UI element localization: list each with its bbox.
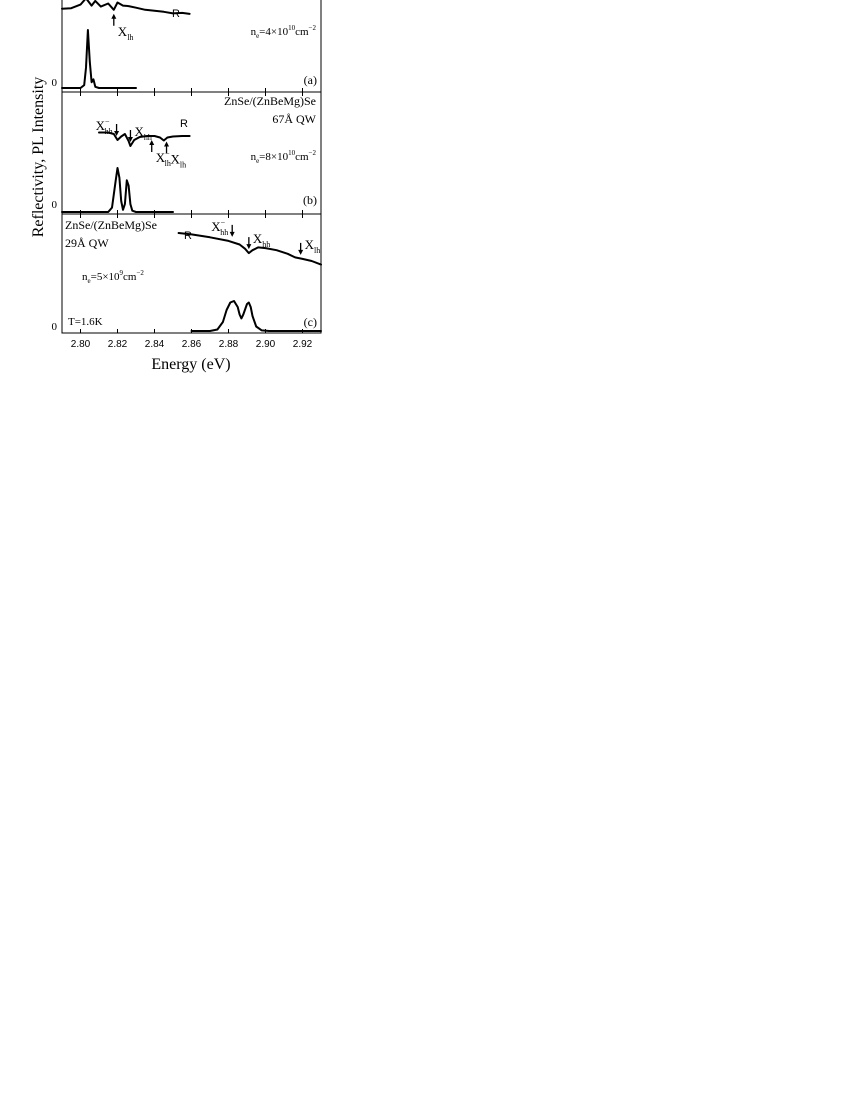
marker-label: X− hh <box>211 217 229 237</box>
x-tick-label: 2.82 <box>107 339 128 350</box>
temperature-label: T=1.6K <box>68 316 103 328</box>
x-tick-label: 2.84 <box>144 339 165 350</box>
x-axis <box>71 339 313 350</box>
transition-marker <box>211 218 234 237</box>
x-axis-title: Energy (eV) <box>151 356 231 373</box>
y-axis-title: Reflectivity, PL Intensity <box>30 76 47 238</box>
zero-label: 0 <box>51 321 57 333</box>
panel-frame <box>62 0 321 92</box>
marker-label: $X_{lh}$ <box>304 236 321 255</box>
marker-arrowhead <box>298 250 303 255</box>
transition-marker <box>111 14 133 42</box>
marker-arrowhead <box>246 244 251 249</box>
x-tick-label: 2.92 <box>292 339 313 350</box>
marker-label: $X_{lh}$ <box>170 151 187 170</box>
x-tick-label: 2.90 <box>255 339 276 350</box>
marker-arrowhead <box>164 142 169 147</box>
x-tick-label: 2.80 <box>70 339 91 350</box>
reflectivity-curve <box>179 233 321 265</box>
pl-curve <box>62 168 173 212</box>
marker-arrowhead <box>230 232 235 237</box>
panel-tag: (c) <box>303 315 317 329</box>
zero-label: 0 <box>51 77 57 89</box>
reflectivity-label: R <box>180 118 188 130</box>
marker-label: X− lh <box>155 149 171 168</box>
x-tick-label: 2.86 <box>181 339 202 350</box>
transition-marker <box>298 237 320 255</box>
pl-curve <box>192 301 322 331</box>
reflectivity-curve <box>62 0 190 14</box>
panels-layer <box>52 0 322 333</box>
marker-label: $X_{hh}$ <box>252 231 271 250</box>
transition-marker <box>128 124 152 142</box>
panel-c <box>52 214 322 333</box>
density-label: $n_e=5\times 10^9cm^{-2}$ <box>82 269 144 285</box>
marker-label: $X_{hh}$ <box>134 124 152 142</box>
well-label: 29Å QW <box>65 236 109 250</box>
marker-arrowhead <box>111 14 116 19</box>
marker-label: $X_{lh}$ <box>117 23 134 42</box>
density-label: $n_e=4\times 10^{10}cm^{-2}$ <box>250 24 316 40</box>
well-label: 67Å QW <box>272 112 316 126</box>
panel-tag: (b) <box>303 193 317 207</box>
marker-label: X− hh <box>95 117 113 136</box>
density-label: $n_e=8\times 10^{10}cm^{-2}$ <box>250 149 316 165</box>
panel-a <box>52 0 322 92</box>
panel-b <box>52 92 322 214</box>
reflectivity-label: R <box>172 8 180 20</box>
sample-label: ZnSe/(ZnBeMg)Se <box>65 218 157 232</box>
panel-tag: (a) <box>303 73 317 87</box>
zero-label: 0 <box>51 199 57 211</box>
reflectivity-label: R <box>184 230 192 242</box>
x-tick-label: 2.88 <box>218 339 239 350</box>
sample-label: ZnSe/(ZnBeMg)Se <box>224 94 316 108</box>
